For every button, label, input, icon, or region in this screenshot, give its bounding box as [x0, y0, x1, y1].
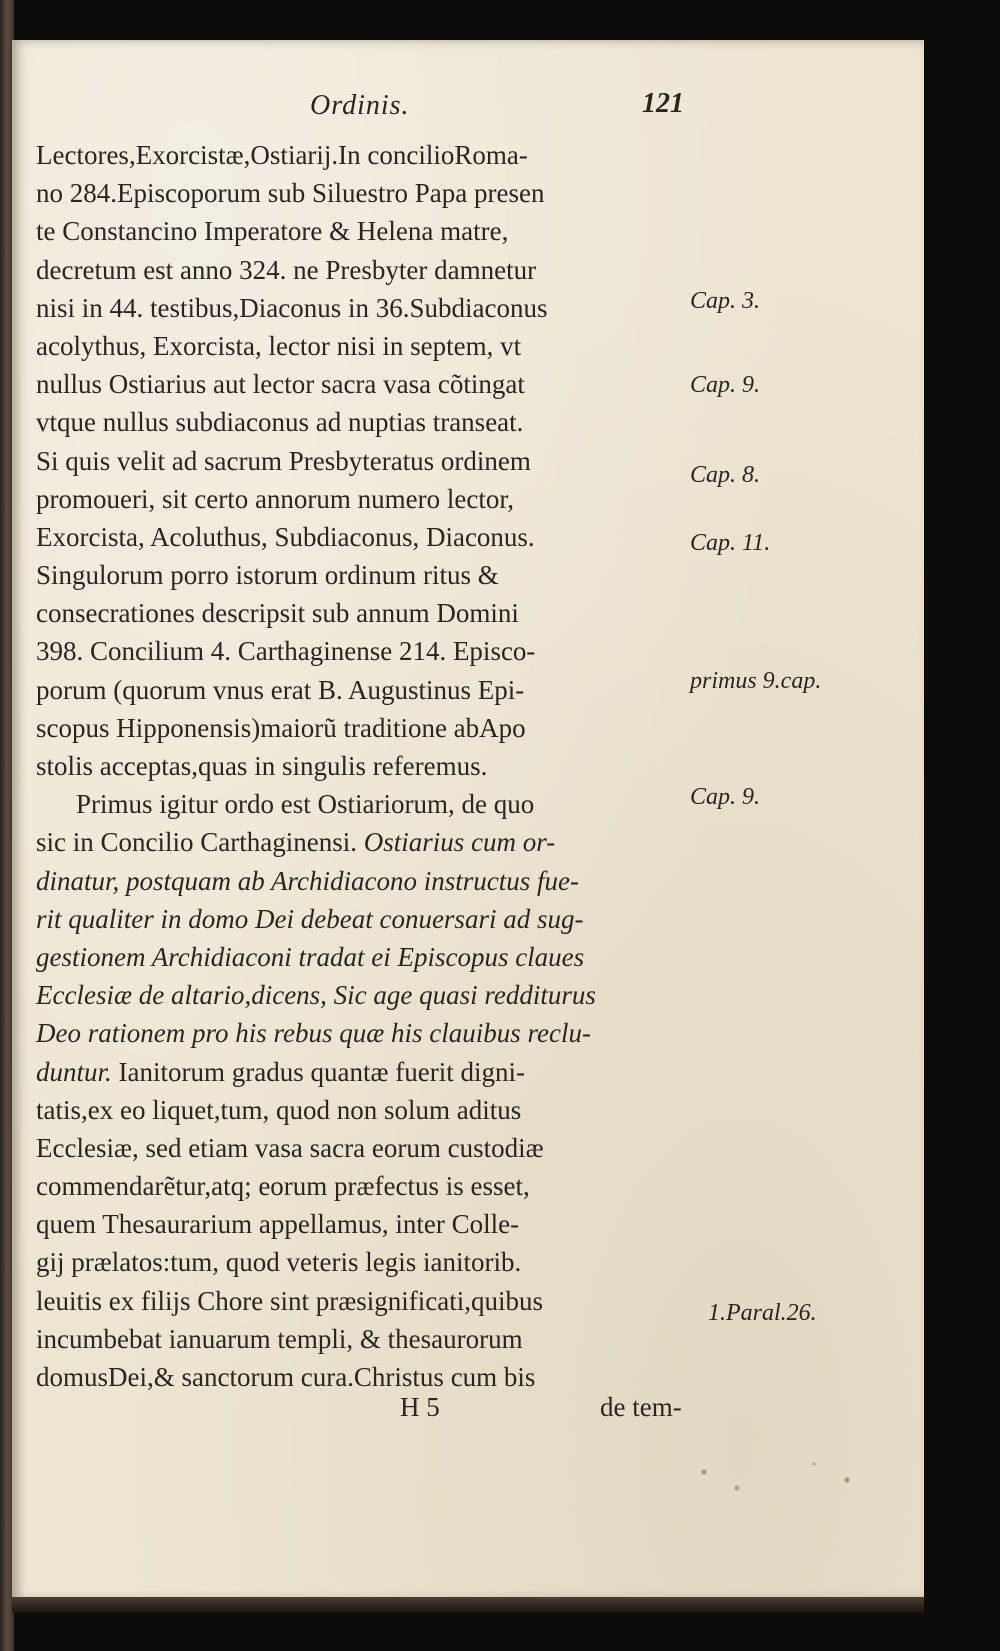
- text-line: [36, 823, 686, 861]
- page-number: 121: [642, 88, 684, 119]
- quote-fragment: Ostiarius cum or-: [363, 827, 556, 858]
- text-line: Exorcista, Acoluthus, Subdiaconus, Diaconus.: [36, 521, 535, 552]
- text-line: commendarẽtur,atq; eorum præfectus is esset,: [36, 1171, 530, 1202]
- quote-line: Deo rationem pro his rebus quæ his clauibus reclu-: [36, 1018, 591, 1049]
- text-line: nisi in 44. testibus,Diaconus in 36.Subdiaconus: [36, 292, 548, 323]
- quote-line: dinatur, postquam ab Archidiacono instructus fue-: [36, 865, 579, 896]
- text-line: Si quis velit ad sacrum Presbyteratus ordinem: [36, 445, 531, 476]
- margin-note: 1.Paral.26.: [708, 1300, 817, 1326]
- text-line: acolythus, Exorcista, lector nisi in septem, vt: [36, 330, 522, 361]
- text-line: nullus Ostiarius aut lector sacra vasa cõtingat: [36, 369, 525, 400]
- text-line: consecrationes descripsit sub annum Domini: [36, 598, 519, 629]
- quote-line: rit qualiter in domo Dei debeat conuersari ad sug-: [36, 903, 584, 934]
- text-line: Ecclesiæ, sed etiam vasa sacra eorum custodiæ: [36, 1132, 544, 1163]
- page-bottom-edge: [12, 1597, 924, 1613]
- text-line: incumbebat ianuarum templi, & thesaurorum: [36, 1323, 523, 1354]
- body-text: [36, 136, 686, 1396]
- quote-fragment: duntur.: [36, 1056, 112, 1087]
- text-line: domusDei,& sanctorum cura.Christus cum bis: [36, 1362, 536, 1392]
- paper-specks: [660, 1440, 880, 1520]
- text-line: scopus Hipponensis)maiorũ traditione abApo: [36, 712, 526, 743]
- text-fragment: Ianitorum gradus quantæ fuerit digni-: [118, 1056, 525, 1087]
- running-title: Ordinis.: [310, 90, 410, 121]
- text-line: no 284.Episcoporum sub Siluestro Papa presen: [36, 178, 545, 209]
- text-line: stolis acceptas,quas in singulis referemus.: [36, 751, 488, 781]
- margin-note: Cap. 9.: [690, 784, 761, 810]
- text-line: leuitis ex filijs Chore sint præsignificati,quibus: [36, 1285, 543, 1316]
- margin-note: primus 9.cap.: [690, 668, 822, 694]
- text-line: tatis,ex eo liquet,tum, quod non solum aditus: [36, 1094, 522, 1125]
- text-line: Lectores,Exorcistæ,Ostiarij.In concilioRoma-: [36, 140, 528, 170]
- text-line: 398. Concilium 4. Carthaginense 214. Episco-: [36, 636, 536, 667]
- signature-mark: H 5: [400, 1392, 440, 1422]
- margin-note: Cap. 9.: [690, 372, 761, 398]
- quote-line: gestionem Archidiaconi tradat ei Episcopus claues: [36, 941, 585, 972]
- text-fragment: sic in Concilio Carthaginensi.: [36, 827, 357, 858]
- text-line: Singulorum porro istorum ordinum ritus &: [36, 560, 499, 591]
- text-line: vtque nullus subdiaconus ad nuptias transeat.: [36, 407, 524, 438]
- margin-note: Cap. 3.: [690, 288, 761, 314]
- margin-note: Cap. 11.: [690, 530, 771, 556]
- text-line: quem Thesaurarium appellamus, inter Colle-: [36, 1209, 520, 1240]
- text-line: decretum est anno 324. ne Presbyter damnetur: [36, 254, 537, 285]
- quote-line: Ecclesiæ de altario,dicens, Sic age quasi redditurus: [36, 980, 596, 1011]
- text-line: promoueri, sit certo annorum numero lector,: [36, 483, 515, 514]
- margin-note: Cap. 8.: [690, 462, 761, 488]
- catchword: de tem-: [600, 1392, 682, 1422]
- text-line: [36, 1053, 686, 1091]
- text-line: Primus igitur ordo est Ostiariorum, de quo: [76, 789, 535, 820]
- text-line: porum (quorum vnus erat B. Augustinus Epi-: [36, 674, 525, 705]
- text-line: te Constancino Imperatore & Helena matre,: [36, 216, 509, 247]
- text-line: gij prælatos:tum, quod veteris legis ianitorib.: [36, 1247, 522, 1278]
